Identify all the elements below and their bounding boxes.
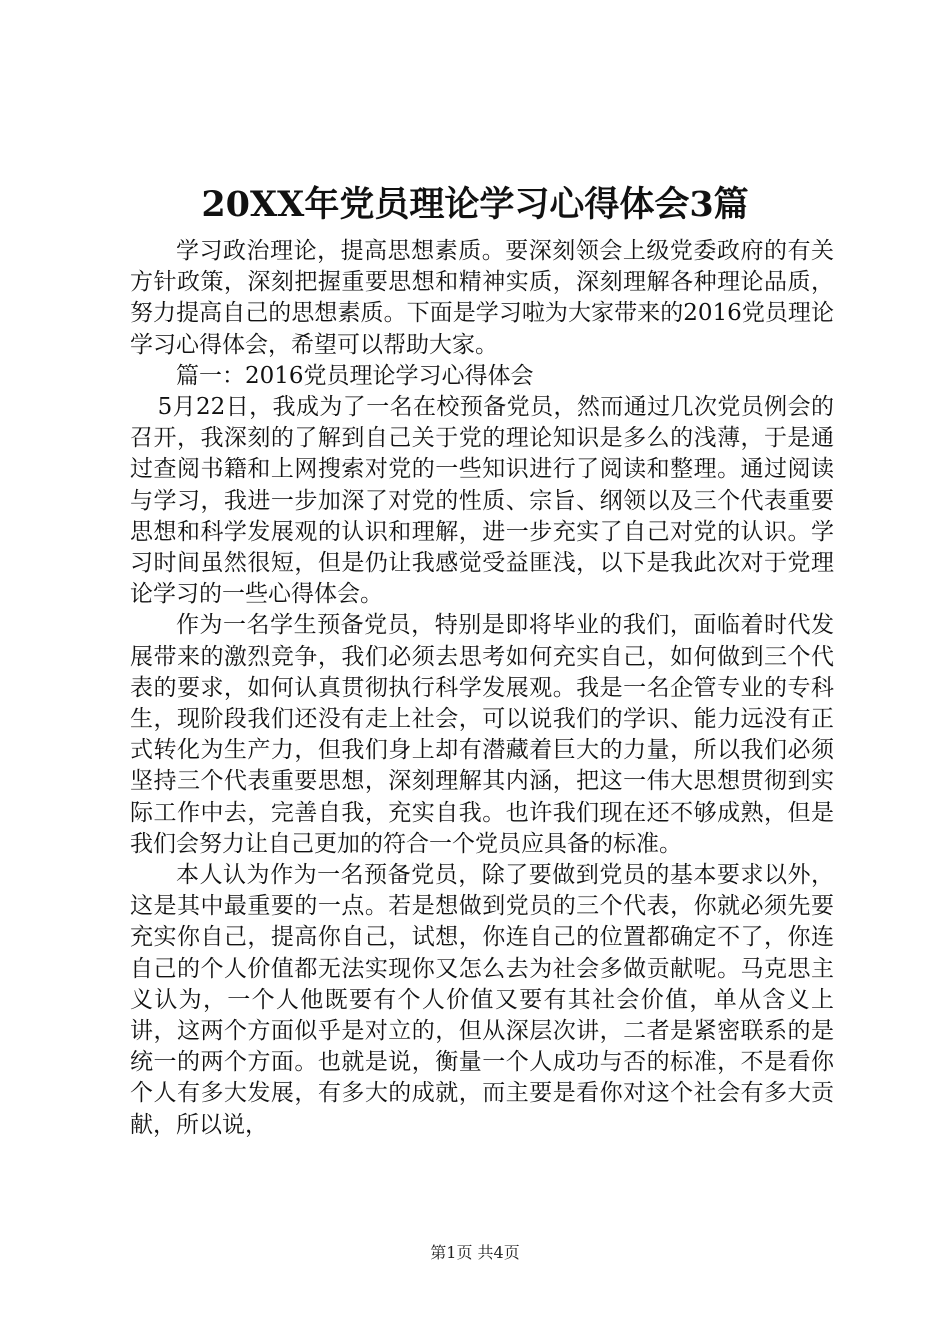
- document-title: 20XX年党员理论学习心得体会3篇: [201, 184, 749, 225]
- page-footer: 第1页 共4页: [430, 1243, 520, 1262]
- paragraph-2: 作为一名学生预备党员，特别是即将毕业的我们，面临着时代发展带来的激烈竞争，我们必须去思考如何充实自己，如何做到三个代表的要求，如何认真贯彻执行科学发展观。我是一名企管专业的专科生，现阶段我们还没有走上社会，可以说我们的学识、能力远没有正式转化为生产力，但我们身上却有潜藏着巨大的力量，所以我们必须坚持三个代表重要思想，深刻理解其内涵，把这一伟大思想贯彻到实际工作中去，完善自我，充实自我。也许我们现在还不够成熟，但是我们会努力让自己更加的符合一个党员应具备的标准。: [130, 612, 834, 857]
- paragraph-3: 本人认为作为一名预备党员，除了要做到党员的基本要求以外，这是其中最重要的一点。若是想做到党员的三个代表，你就必须先要充实你自己，提高你自己，试想，你连自己的位置都确定不了，你连自己的个人价值都无法实现你又怎么去为社会多做贡献呢。马克思主义认为，一个人他既要有个人价值又要有其社会价值，单从含义上讲，这两个方面似乎是对立的，但从深层次讲，二者是紧密联系的是统一的两个方面。也就是说，衡量一个人成功与否的标准，不是看你个人有多大发展，有多大的成就，而主要是看你对这个社会有多大贡献，所以说，: [130, 862, 834, 1138]
- paragraph-intro: 学习政治理论，提高思想素质。要深刻领会上级党委政府的有关方针政策，深刻把握重要思想和精神实质，深刻理解各种理论品质，努力提高自己的思想素质。下面是学习啦为大家带来的2016党员理论学习心得体会，希望可以帮助大家。: [130, 238, 834, 358]
- section-heading: 篇一：2016党员理论学习心得体会: [176, 362, 534, 389]
- document-body: [130, 236, 834, 1141]
- paragraph-1: 5月22日，我成为了一名在校预备党员，然而通过几次党员例会的召开，我深刻的了解到自己关于党的理论知识是多么的浅薄，于是通过查阅书籍和上网搜索对党的一些知识进行了阅读和整理。通过阅读与学习，我进一步加深了对党的性质、宗旨、纲领以及三个代表重要思想和科学发展观的认识和理解，进一步充实了自己对党的认识。学习时间虽然很短，但是仍让我感觉受益匪浅，以下是我此次对于党理论学习的一些心得体会。: [130, 394, 834, 608]
